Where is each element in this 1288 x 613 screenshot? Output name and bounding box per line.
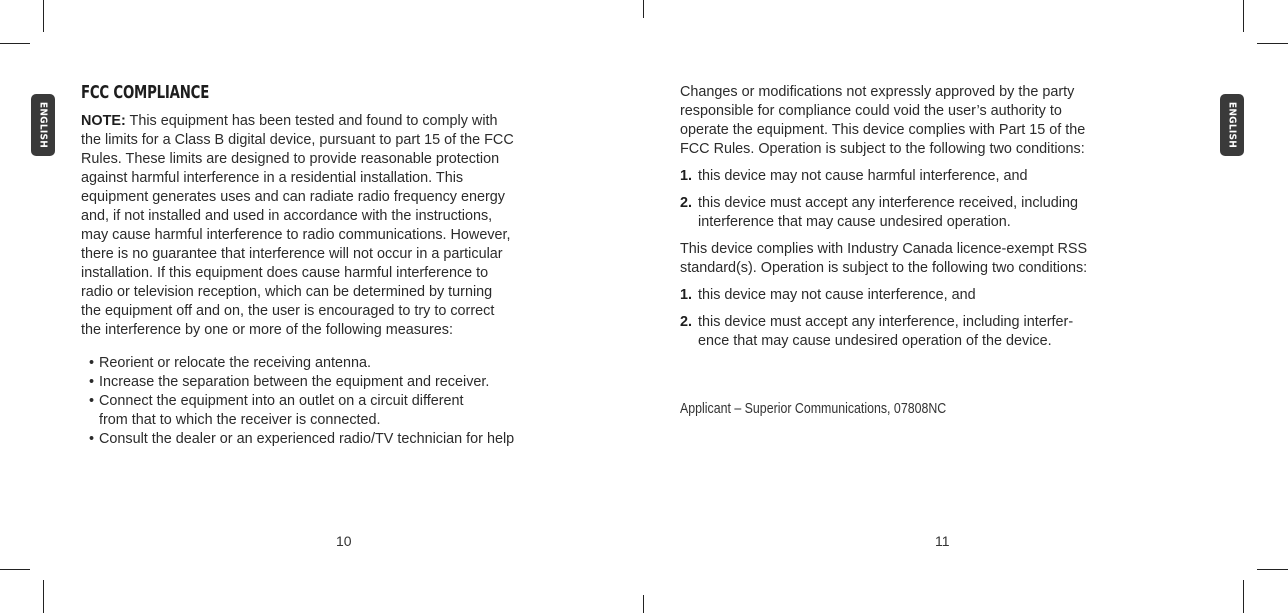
language-tab-right bbox=[1220, 94, 1244, 156]
note-line: may cause harmful interference to radio communications. However, bbox=[81, 227, 511, 243]
note-line: installation. If this equipment does cause harmful interference to bbox=[81, 265, 489, 281]
note-line: This equipment has been tested and found to comply with bbox=[129, 113, 498, 129]
page-title: FCC COMPLIANCE bbox=[81, 82, 210, 103]
list-item: • Consult the dealer or an experienced radio/TV technician for help bbox=[89, 430, 559, 449]
language-tab-left bbox=[31, 94, 55, 156]
note-line: against harmful interference in a residential installation. This bbox=[81, 170, 464, 186]
language-tab-label: ENGLISH bbox=[1226, 101, 1238, 149]
crop-mark bbox=[1257, 569, 1288, 570]
fcc-condition-1: 1. this device may not cause harmful interference, and bbox=[680, 168, 1028, 184]
crop-mark bbox=[0, 43, 30, 44]
crop-mark bbox=[1243, 580, 1244, 613]
note-line: the interference by one or more of the following measures: bbox=[81, 322, 453, 338]
note-line: there is no guarantee that interference will not occur in a particular bbox=[81, 246, 503, 262]
page-number-right: 11 bbox=[935, 533, 950, 549]
ic-paragraph: This device complies with Industry Canada licence-exempt RSS standard(s). Operation is subject to the following two conditions: bbox=[680, 241, 1088, 276]
note-line: equipment generates uses and can radiate radio frequency energy bbox=[81, 189, 506, 205]
applicant-line: Applicant – Superior Communications, 07808NC bbox=[680, 401, 947, 417]
ic-condition-2: 2. this device must accept any interference, including interfer- ence that may cause undesired operation of the device. bbox=[680, 314, 1074, 349]
measures-list bbox=[89, 354, 559, 449]
intro-paragraph: Changes or modifications not expressly approved by the party responsible for compliance could void the user’s authority to operate the equipment. This device complies with Part 15 of the FCC Rules. Operation is subject to the following two conditions: bbox=[680, 84, 1086, 157]
crop-mark bbox=[1243, 0, 1244, 32]
note-label: NOTE: bbox=[81, 113, 126, 129]
note-line: and, if not installed and used in accordance with the instructions, bbox=[81, 208, 493, 224]
fcc-condition-2: 2. this device must accept any interference received, including interference that may cause undesired operation. bbox=[680, 195, 1078, 230]
list-item: • Increase the separation between the equipment and receiver. bbox=[89, 373, 559, 392]
note-line: Rules. These limits are designed to provide reasonable protection bbox=[81, 151, 500, 167]
language-tab-label: ENGLISH bbox=[37, 101, 49, 149]
list-item: • Reorient or relocate the receiving antenna. bbox=[89, 354, 559, 373]
crop-mark bbox=[43, 0, 44, 32]
page-number-left: 10 bbox=[336, 533, 352, 549]
ic-condition-1: 1. this device may not cause interference, and bbox=[680, 287, 976, 303]
note-line: the equipment off and on, the user is encouraged to try to correct bbox=[81, 303, 495, 319]
list-item: • Connect the equipment into an outlet on a circuit different from that to which the receiver is connected. bbox=[89, 392, 559, 430]
crop-mark bbox=[1257, 43, 1288, 44]
note-line: radio or television reception, which can be determined by turning bbox=[81, 284, 493, 300]
compliance-text bbox=[680, 83, 1150, 351]
crop-mark bbox=[43, 580, 44, 613]
crop-mark bbox=[643, 595, 644, 613]
crop-mark bbox=[0, 569, 30, 570]
note-line: the limits for a Class B digital device, pursuant to part 15 of the FCC bbox=[81, 132, 514, 148]
fcc-note-paragraph bbox=[81, 112, 551, 340]
crop-mark bbox=[643, 0, 644, 18]
